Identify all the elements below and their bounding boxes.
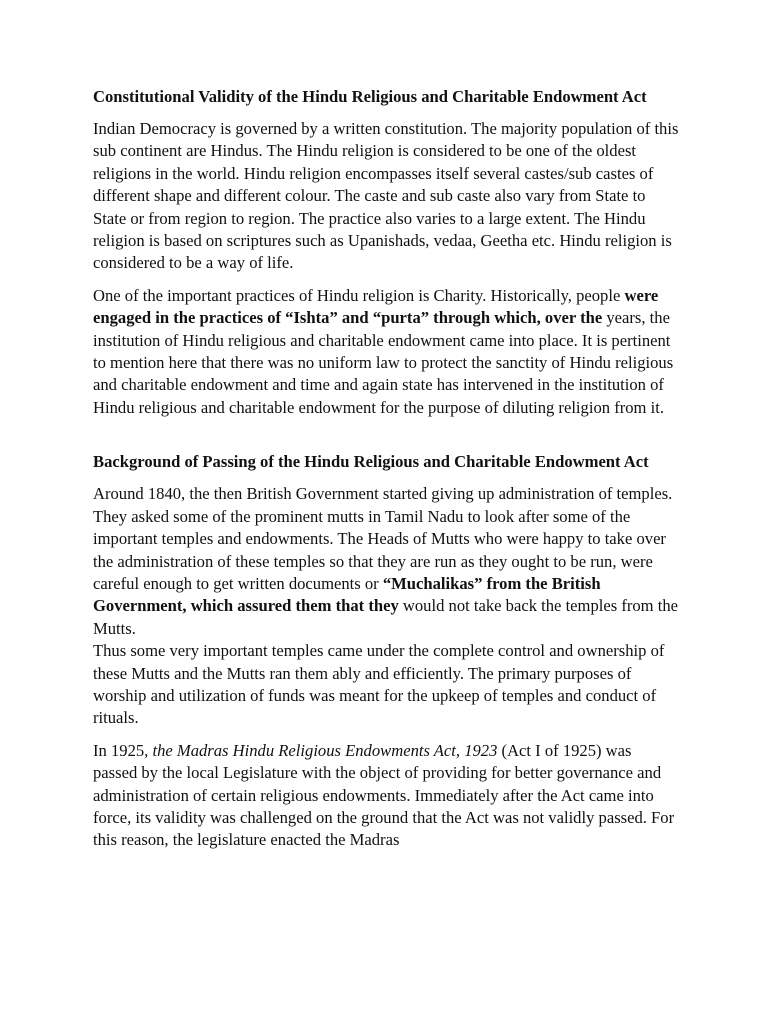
paragraph-charity-text-2: years, the institution of Hindu religious and charitable endowment came into place. It is pertinent to mention here that there was no uniform law to protect the sanctity of Hindu religious and charitable endowment and time and again state has intervened in the institution of Hindu religious and charitable endowment for the purpose of diluting religion from it.: [93, 308, 674, 417]
paragraph-charity-bold: were engaged in the practices of “Ishta” and “purta” through which, over the: [93, 285, 659, 328]
paragraph-madras-act: [93, 740, 679, 852]
paragraph-british-text-2: would not take back the temples from the Mutts.: [93, 596, 678, 638]
heading-constitutional-validity: Constitutional Validity of the Hindu Religious and Charitable Endowment Act: [93, 87, 647, 106]
paragraph-british-text-1: Around 1840, the then British Government started giving up administration of temples. They asked some of the prominent mutts in Tamil Nadu to look after some of the important temples and endowments. The Heads of Mutts who were happy to take over the administration of these temples so that they are run as they ought to be run, were careful enough to get written documents or: [93, 484, 673, 593]
paragraph-madras-text-1: In 1925: [93, 740, 145, 760]
paragraph-mutts-control: Thus some very important temples came under the complete control and ownership of these Mutts and the Mutts ran them ably and efficiently. The primary purposes of worship and utilization of funds was meant for the upkeep of temples and conduct of rituals.: [93, 641, 665, 728]
paragraph-madras-italic: , the Madras Hindu Religious Endowments Act, 1923: [144, 740, 498, 760]
paragraph-charity-text-1: One of the important practices of Hindu religion is Charity. Historically, people: [93, 285, 625, 305]
document-page: [93, 86, 679, 862]
heading-background: Background of Passing of the Hindu Religious and Charitable Endowment Act: [93, 452, 649, 472]
paragraph-british-government: [93, 483, 679, 640]
paragraph-british-bold: “Muchalikas” from the British Government, which assured them that they: [93, 573, 601, 616]
paragraph-indian-democracy: Indian Democracy is governed by a written constitution. The majority population of this sub continent are Hindus. The Hindu religion is considered to be one of the oldest religions in the world. Hindu religion encompasses itself several castes/sub castes of different shape and different colour. The caste and sub caste also vary from State to State or from region to region. The practice also varies to a large extent. The Hindu religion is based on scriptures such as Upanishads, vedaa, Geetha etc. Hindu religion is considered to be a way of life.: [93, 119, 679, 273]
paragraph-charity: [93, 285, 679, 419]
paragraph-madras-text-2: (Act I of 1925) was passed by the local Legislature with the object of providing for better governance and administration of certain religious endowments. Immediately after the Act came into force, its validity was challenged on the ground that the Act was not validly passed. For this reason, the legislature enacted the Madras: [93, 740, 675, 850]
